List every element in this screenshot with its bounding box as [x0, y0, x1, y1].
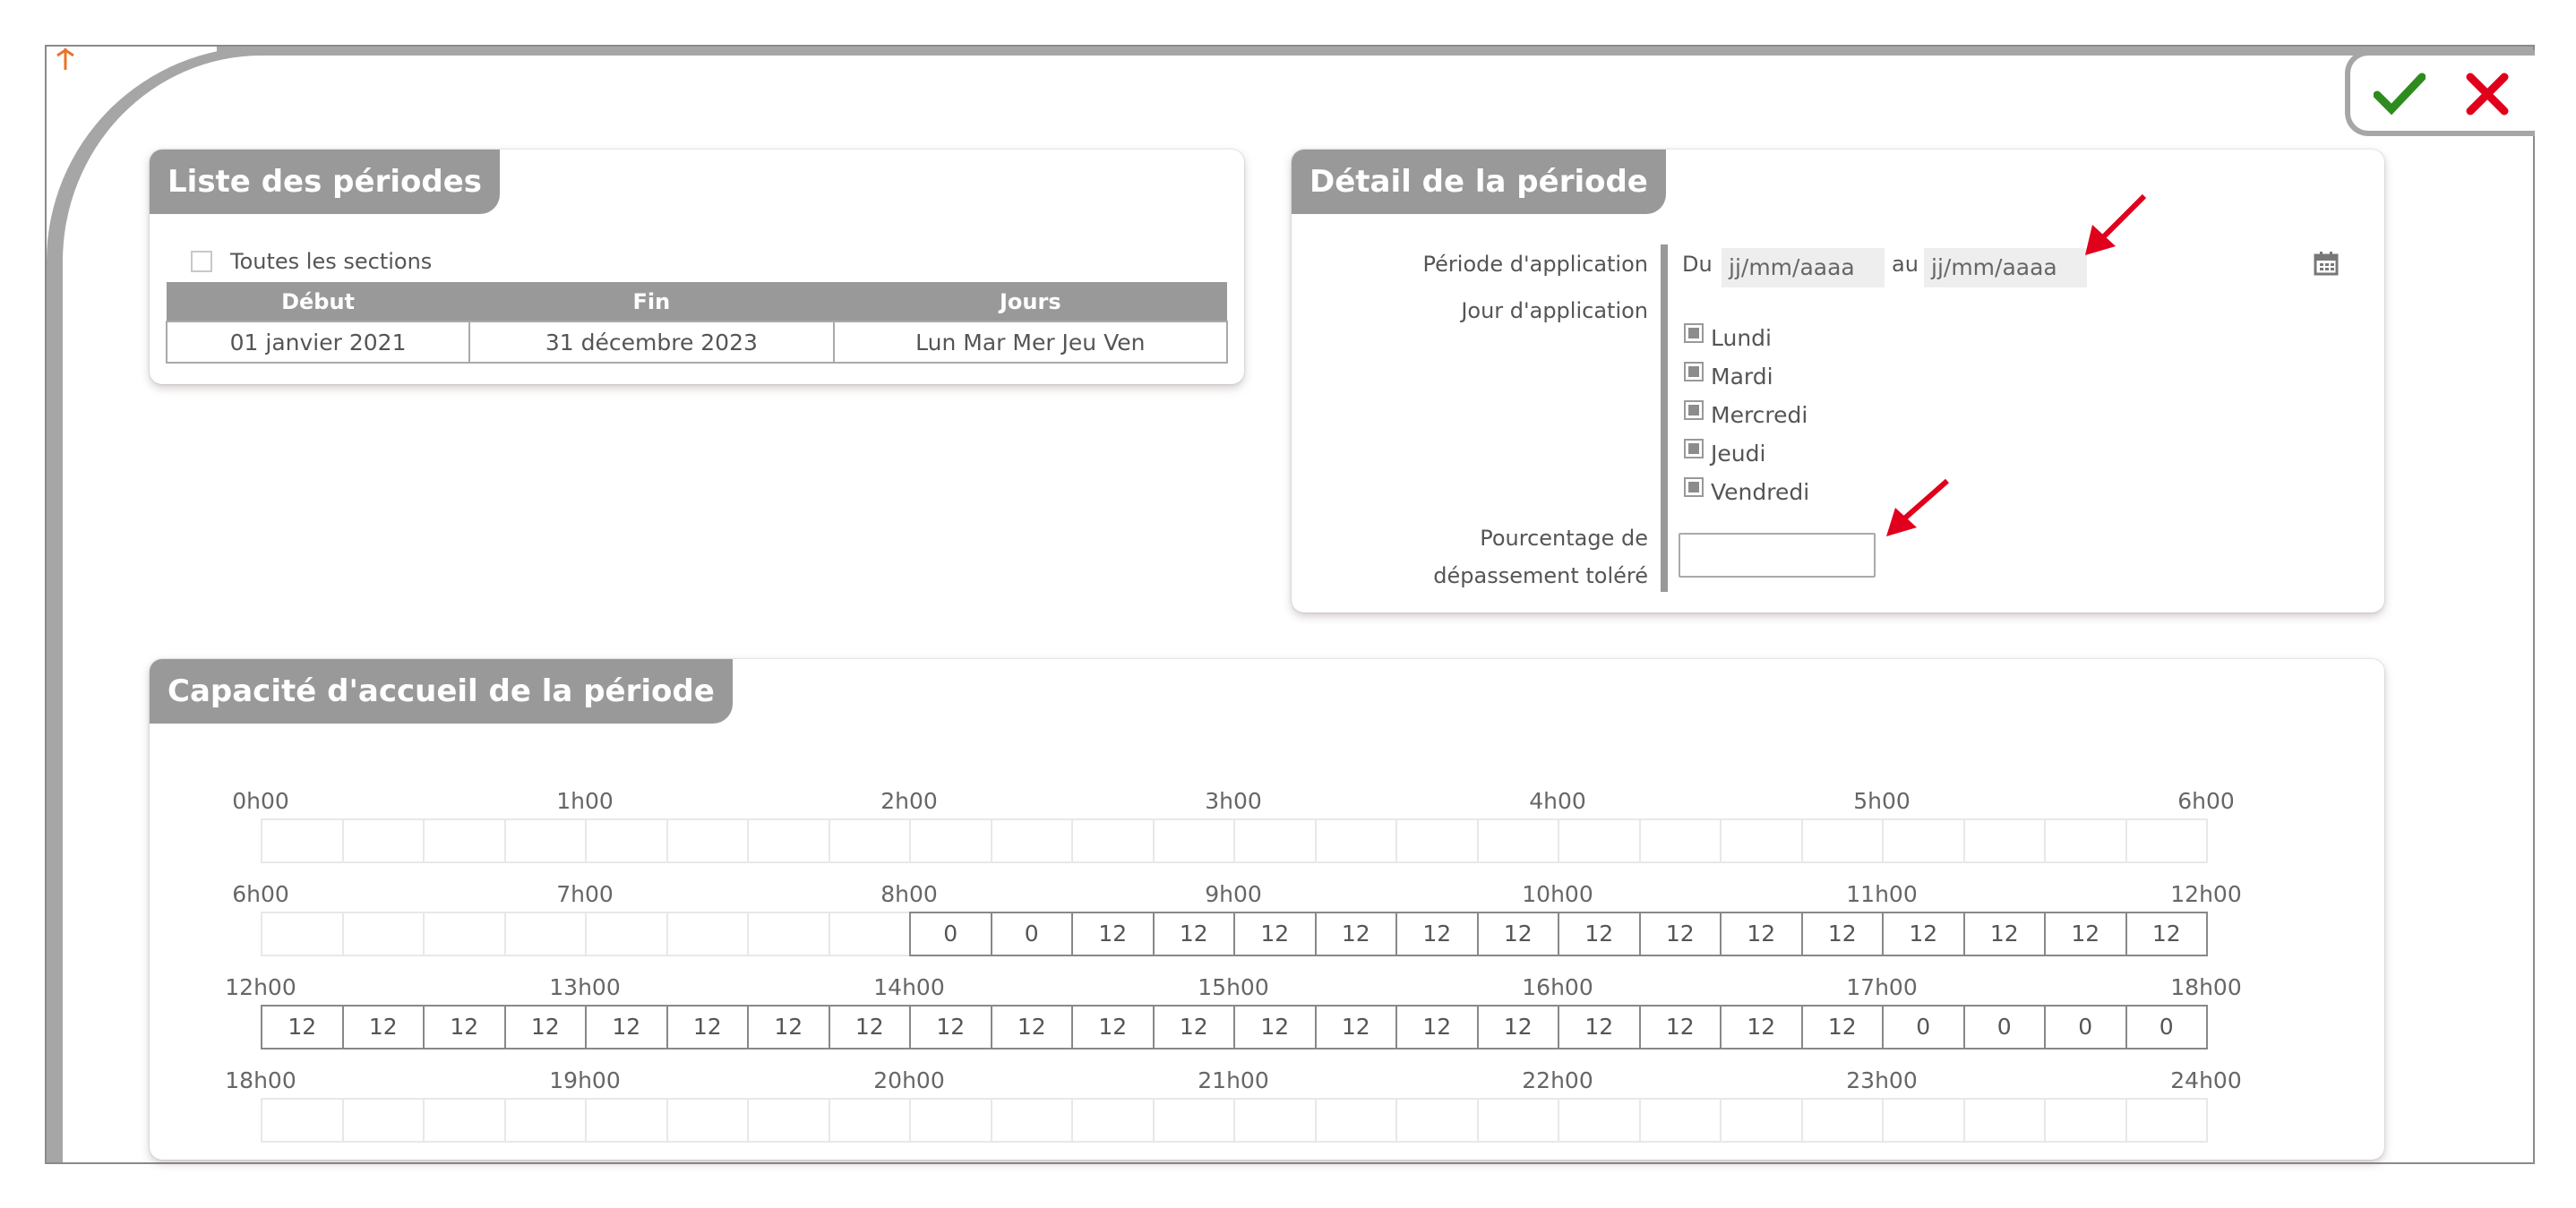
capacity-cell[interactable]: [261, 912, 344, 956]
capacity-cell[interactable]: [1558, 818, 1641, 863]
capacity-cell[interactable]: 0: [909, 912, 992, 956]
capacity-cell[interactable]: 0: [1882, 1005, 1965, 1050]
capacity-cell[interactable]: 0: [1963, 1005, 2047, 1050]
action-bar: [2345, 50, 2535, 136]
cell-days[interactable]: Lun Mar Mer Jeu Ven: [834, 321, 1227, 363]
capacity-cell[interactable]: 12: [991, 1005, 1074, 1050]
capacity-cell[interactable]: 12: [1071, 1005, 1155, 1050]
capacity-cell[interactable]: 12: [261, 1005, 344, 1050]
capacity-cell[interactable]: 12: [2044, 912, 2127, 956]
capacity-cell[interactable]: [1071, 818, 1155, 863]
capacity-cell[interactable]: [1639, 1098, 1722, 1143]
calendar-icon[interactable]: [2313, 250, 2340, 277]
day-jeudi[interactable]: [1684, 441, 1765, 467]
capacity-cell[interactable]: [991, 818, 1074, 863]
capacity-cell[interactable]: [504, 912, 588, 956]
capacity-cell[interactable]: [1071, 1098, 1155, 1143]
capacity-cell[interactable]: [1315, 818, 1398, 863]
periods-list-panel: [150, 150, 1244, 384]
capacity-cell[interactable]: [342, 818, 425, 863]
hour-label: 13h00: [549, 974, 621, 1000]
capacity-cell[interactable]: 12: [1882, 912, 1965, 956]
capacity-cell[interactable]: [1395, 1098, 1479, 1143]
tolerance-percentage-input[interactable]: [1679, 533, 1876, 578]
capacity-cell[interactable]: 12: [1639, 1005, 1722, 1050]
capacity-cell[interactable]: [342, 912, 425, 956]
hour-label: 3h00: [1205, 788, 1262, 814]
all-sections-checkbox[interactable]: [191, 251, 212, 272]
capacity-cell[interactable]: 12: [1395, 912, 1479, 956]
capacity-cell[interactable]: [585, 818, 668, 863]
capacity-cell[interactable]: [1963, 1098, 2047, 1143]
to-label: au: [1892, 252, 1919, 277]
capacity-cell[interactable]: 12: [1639, 912, 1722, 956]
capacity-cell[interactable]: [747, 912, 830, 956]
capacity-cell[interactable]: [2044, 1098, 2127, 1143]
capacity-cell[interactable]: [1720, 1098, 1803, 1143]
capacity-cell[interactable]: 12: [1395, 1005, 1479, 1050]
from-label: Du: [1682, 252, 1713, 277]
capacity-cell[interactable]: 12: [1233, 1005, 1317, 1050]
capacity-cell[interactable]: [1233, 1098, 1317, 1143]
tolerance-label-line1: Pourcentage de: [1480, 526, 1648, 551]
hour-label: 22h00: [1522, 1067, 1593, 1093]
column-header-end[interactable]: Fin: [469, 282, 834, 321]
capacity-cell[interactable]: [504, 818, 588, 863]
hour-label: 19h00: [549, 1067, 621, 1093]
capacity-cell[interactable]: [829, 912, 912, 956]
hour-label: 5h00: [1853, 788, 1911, 814]
capacity-cell[interactable]: 12: [1558, 912, 1641, 956]
annotation-arrow-icon: [2080, 189, 2151, 261]
hour-label: 12h00: [2170, 881, 2242, 907]
capacity-cell[interactable]: [342, 1098, 425, 1143]
hour-label: 24h00: [2170, 1067, 2242, 1093]
application-day-label: Jour d'application: [1461, 298, 1648, 323]
capacity-cell[interactable]: [666, 818, 750, 863]
capacity-cell[interactable]: 12: [1720, 1005, 1803, 1050]
field-divider: [1661, 244, 1668, 592]
hour-label: 18h00: [2170, 974, 2242, 1000]
hour-label: 18h00: [225, 1067, 296, 1093]
capacity-cell[interactable]: 12: [747, 1005, 830, 1050]
hour-label: 21h00: [1198, 1067, 1269, 1093]
capacity-cell[interactable]: 0: [2125, 1005, 2209, 1050]
hour-label: 12h00: [225, 974, 296, 1000]
capacity-cell[interactable]: 12: [1801, 1005, 1885, 1050]
capacity-cell[interactable]: 12: [909, 1005, 992, 1050]
capacity-cell[interactable]: [1963, 818, 2047, 863]
capacity-cell[interactable]: [2125, 1098, 2209, 1143]
day-label: Lundi: [1711, 325, 1772, 351]
hour-label: 1h00: [556, 788, 614, 814]
capacity-panel: [150, 659, 2384, 1160]
capacity-cell[interactable]: 0: [2044, 1005, 2127, 1050]
capacity-cell[interactable]: 12: [1071, 912, 1155, 956]
table-row[interactable]: [167, 321, 1227, 363]
capacity-cell[interactable]: [2125, 818, 2209, 863]
day-checkbox[interactable]: [1684, 400, 1704, 420]
capacity-cell[interactable]: [261, 818, 344, 863]
panel-title: Détail de la période: [1292, 150, 1666, 214]
capacity-cell[interactable]: [909, 818, 992, 863]
capacity-cell[interactable]: 12: [504, 1005, 588, 1050]
checkmark-icon: [2377, 77, 2422, 109]
capacity-cell[interactable]: [1153, 818, 1236, 863]
validate-button[interactable]: [2374, 72, 2426, 116]
day-label: Jeudi: [1711, 441, 1766, 467]
hour-label: 9h00: [1205, 881, 1262, 907]
capacity-cell[interactable]: 12: [1153, 1005, 1236, 1050]
day-label: Vendredi: [1711, 479, 1810, 505]
hour-label: 11h00: [1846, 881, 1918, 907]
day-mardi[interactable]: [1684, 364, 1773, 390]
capacity-cell[interactable]: 12: [1315, 912, 1398, 956]
capacity-cell[interactable]: [504, 1098, 588, 1143]
panel-title: Liste des périodes: [150, 150, 500, 214]
hour-label: 15h00: [1198, 974, 1269, 1000]
capacity-cell[interactable]: [1315, 1098, 1398, 1143]
capacity-cell[interactable]: 12: [1477, 912, 1560, 956]
capacity-cell[interactable]: 12: [1963, 912, 2047, 956]
hour-label: 6h00: [2177, 788, 2235, 814]
capacity-cell[interactable]: [1720, 818, 1803, 863]
capacity-cell[interactable]: [2044, 818, 2127, 863]
hour-label: 16h00: [1522, 974, 1593, 1000]
day-vendredi[interactable]: [1684, 479, 1809, 505]
annotation-arrow-icon: [1883, 474, 1954, 545]
capacity-cell[interactable]: [1395, 818, 1479, 863]
cancel-button[interactable]: [2461, 72, 2513, 116]
day-checkbox[interactable]: [1684, 439, 1704, 458]
hour-label: 14h00: [873, 974, 945, 1000]
date-to-input[interactable]: jj/mm/aaaa: [1924, 248, 2087, 287]
periods-table: [166, 282, 1228, 364]
capacity-cell[interactable]: [585, 1098, 668, 1143]
hour-label: 8h00: [880, 881, 938, 907]
capacity-cell[interactable]: 12: [1558, 1005, 1641, 1050]
capacity-cell[interactable]: 12: [1801, 912, 1885, 956]
date-from-input[interactable]: jj/mm/aaaa: [1722, 248, 1885, 287]
day-checkbox[interactable]: [1684, 362, 1704, 381]
tolerance-label-line2: dépassement toléré: [1433, 563, 1648, 588]
cell-start[interactable]: 01 janvier 2021: [167, 321, 469, 363]
capacity-cell[interactable]: 12: [1477, 1005, 1560, 1050]
capacity-cell[interactable]: [747, 818, 830, 863]
capacity-cell[interactable]: 0: [991, 912, 1074, 956]
capacity-cell[interactable]: [1639, 818, 1722, 863]
capacity-cell[interactable]: 12: [1315, 1005, 1398, 1050]
capacity-cell[interactable]: 12: [829, 1005, 912, 1050]
hour-label: 0h00: [232, 788, 289, 814]
cell-end[interactable]: 31 décembre 2023: [469, 321, 834, 363]
capacity-cell[interactable]: 12: [1153, 912, 1236, 956]
hour-label: 23h00: [1846, 1067, 1918, 1093]
capacity-cell[interactable]: [1801, 818, 1885, 863]
capacity-cell[interactable]: [666, 1098, 750, 1143]
capacity-cell[interactable]: 12: [1720, 912, 1803, 956]
capacity-cell[interactable]: 12: [585, 1005, 668, 1050]
hour-label: 20h00: [873, 1067, 945, 1093]
period-detail-panel: [1292, 150, 2384, 613]
capacity-cell[interactable]: [747, 1098, 830, 1143]
day-label: Mardi: [1711, 364, 1773, 390]
capacity-cell[interactable]: [1233, 818, 1317, 863]
column-header-start[interactable]: Début: [167, 282, 469, 321]
all-sections-label: Toutes les sections: [230, 249, 433, 274]
capacity-cell[interactable]: 12: [423, 1005, 506, 1050]
capacity-cell[interactable]: 12: [1233, 912, 1317, 956]
capacity-cell[interactable]: [829, 1098, 912, 1143]
capacity-cell[interactable]: [1153, 1098, 1236, 1143]
day-lundi[interactable]: [1684, 325, 1772, 351]
capacity-cell[interactable]: [423, 912, 506, 956]
capacity-cell[interactable]: [666, 912, 750, 956]
capacity-cell[interactable]: [261, 1098, 344, 1143]
hour-label: 2h00: [880, 788, 938, 814]
frame-top-bar: [217, 47, 2533, 56]
capacity-cell[interactable]: 12: [666, 1005, 750, 1050]
app-logo-icon: [52, 47, 79, 73]
day-label: Mercredi: [1711, 402, 1808, 428]
day-checkbox[interactable]: [1684, 477, 1704, 497]
hour-label: 17h00: [1846, 974, 1918, 1000]
day-mercredi[interactable]: [1684, 402, 1807, 428]
hour-label: 6h00: [232, 881, 289, 907]
capacity-cell[interactable]: [1477, 818, 1560, 863]
capacity-cell[interactable]: [1477, 1098, 1560, 1143]
hour-label: 4h00: [1529, 788, 1586, 814]
capacity-cell[interactable]: 12: [342, 1005, 425, 1050]
panel-title: Capacité d'accueil de la période: [150, 659, 733, 724]
capacity-cell[interactable]: [991, 1098, 1074, 1143]
capacity-cell[interactable]: [1882, 818, 1965, 863]
all-sections-toggle[interactable]: [191, 248, 432, 275]
capacity-cell[interactable]: [585, 912, 668, 956]
capacity-cell[interactable]: [423, 818, 506, 863]
capacity-cell[interactable]: [909, 1098, 992, 1143]
application-period-label: Période d'application: [1422, 252, 1648, 277]
capacity-cell[interactable]: [1882, 1098, 1965, 1143]
capacity-cell[interactable]: 12: [2125, 912, 2209, 956]
column-header-days[interactable]: Jours: [834, 282, 1227, 321]
hour-label: 7h00: [556, 881, 614, 907]
capacity-cell[interactable]: [829, 818, 912, 863]
hour-label: 10h00: [1522, 881, 1593, 907]
day-checkbox[interactable]: [1684, 323, 1704, 343]
cross-icon: [2470, 77, 2504, 111]
capacity-cell[interactable]: [1801, 1098, 1885, 1143]
capacity-cell[interactable]: [423, 1098, 506, 1143]
capacity-cell[interactable]: [1558, 1098, 1641, 1143]
